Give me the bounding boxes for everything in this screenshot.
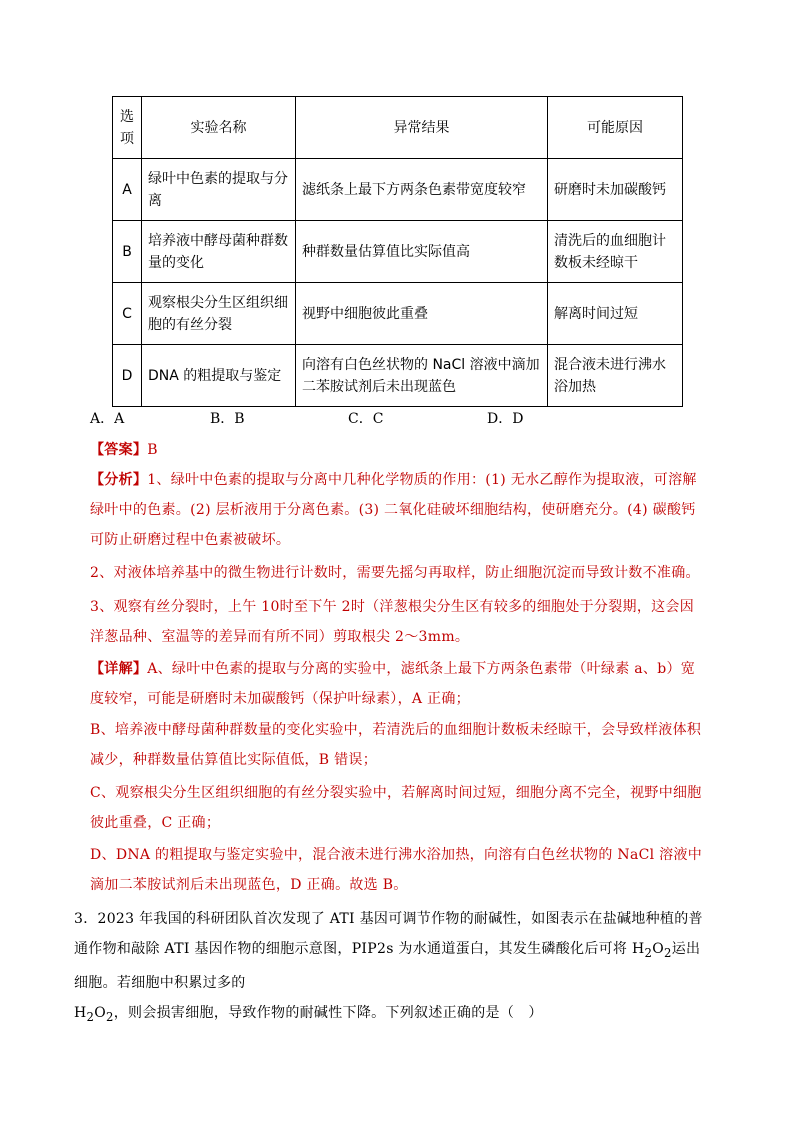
question-text-o: O [94, 1004, 107, 1021]
detail-b: B、培养液中酵母菌种群数量的变化实验中，若清洗后的血细胞计数板未经晾干，会导致样液体积减少，种群数量估算值比实际值低，B 错误； [90, 722, 702, 768]
row-name: 绿叶中色素的提取与分离 [142, 159, 296, 221]
question-number: 3． [74, 911, 98, 927]
row-option: B [113, 221, 142, 283]
row-option: D [113, 345, 142, 407]
row-option: C [113, 283, 142, 345]
row-result: 视野中细胞彼此重叠 [296, 283, 548, 345]
detail-tag: 【详解】 [90, 661, 148, 677]
analysis-text-1: 1、绿叶中色素的提取与分离中几种化学物质的作用：(1) 无水乙醇作为提取液，可溶解绿叶中的色素。(2) 层析液用于分离色素。(3) 二氧化硅破坏细胞结构，使研磨充分。(4) 碳酸钙可防止研磨过程中色素被破坏。 [90, 472, 697, 548]
detail-d: D、DNA 的粗提取与鉴定实验中，混合液未进行沸水浴加热，向溶有白色丝状物的 NaCl 溶液中滴加二苯胺试剂后未出现蓝色，D 正确。故选 B。 [90, 847, 703, 893]
header-abnormal-result: 异常结果 [296, 97, 548, 159]
detail-c: C、观察根尖分生区组织细胞的有丝分裂实验中，若解离时间过短，细胞分离不完全，视野中细胞彼此重叠，C 正确； [90, 785, 702, 831]
subscript: 2 [106, 1009, 114, 1024]
question-3 [74, 904, 714, 1032]
choice-a: A．A [90, 411, 125, 427]
answer-value: B [147, 442, 158, 458]
subscript: 2 [644, 945, 653, 960]
row-result: 向溶有白色丝状物的 NaCl 溶液中滴加二苯胺试剂后未出现蓝色 [296, 345, 548, 407]
header-experiment-name: 实验名称 [142, 97, 296, 159]
question-text-3: ，则会损害细胞，导致作物的耐碱性下降。下列叙述正确的是（ ） [113, 1004, 543, 1021]
row-cause: 清洗后的血细胞计数板未经晾干 [548, 221, 683, 283]
question-text-2: 运出细胞。若细胞中积累过多的 H [74, 941, 701, 1021]
row-cause: 解离时间过短 [548, 283, 683, 345]
table-header-row [113, 97, 683, 159]
table-row [113, 221, 683, 283]
table-row [113, 345, 683, 407]
question-text-1: 2023 年我国的科研团队首次发现了 ATI 基因可调节作物的耐碱性，如图表示在盐碱地种植的普通作物和敲除 ATI 基因作物的细胞示意图，PIP2s 为水通道蛋白，其发生磷酸化后可将 H [74, 911, 703, 957]
subscript: 2 [663, 945, 672, 960]
detail-a [90, 654, 706, 714]
answer-tag: 【答案】 [90, 442, 148, 458]
analysis-p1 [90, 465, 706, 555]
analysis-tag: 【分析】 [90, 472, 148, 488]
choice-d: D．D [487, 411, 524, 427]
detail-text-a: A、绿叶中色素的提取与分离的实验中，滤纸条上最下方两条色素带（叶绿素 a、b）宽度较窄，可能是研磨时未加碳酸钙（保护叶绿素），A 正确； [90, 661, 696, 707]
row-name: DNA 的粗提取与鉴定 [142, 345, 296, 407]
row-cause: 研磨时未加碳酸钙 [548, 159, 683, 221]
analysis-p2: 2、对液体培养基中的微生物进行计数时，需要先摇匀再取样，防止细胞沉淀而导致计数不准确。 [90, 565, 700, 581]
choice-c: C．C [348, 411, 384, 427]
row-name: 培养液中酵母菌种群数量的变化 [142, 221, 296, 283]
row-name: 观察根尖分生区组织细胞的有丝分裂 [142, 283, 296, 345]
experiment-table [112, 96, 683, 407]
table-row [113, 159, 683, 221]
question-text-o: O [652, 941, 664, 957]
header-option: 选 项 [113, 97, 142, 159]
row-result: 种群数量估算值比实际值高 [296, 221, 548, 283]
row-cause: 混合液未进行沸水浴加热 [548, 345, 683, 407]
analysis-p3: 3、观察有丝分裂时，上午 10时至下午 2时（洋葱根尖分生区有较多的细胞处于分裂期，这会因洋葱品种、室温等的差异而有所不同）剪取根尖 2～3mm。 [90, 599, 695, 645]
row-option: A [113, 159, 142, 221]
table-row [113, 283, 683, 345]
subscript: 2 [86, 1009, 95, 1024]
choice-b: B．B [210, 411, 245, 427]
row-result: 滤纸条上最下方两条色素带宽度较窄 [296, 159, 548, 221]
header-possible-cause: 可能原因 [548, 97, 683, 159]
answer-line [90, 435, 706, 465]
